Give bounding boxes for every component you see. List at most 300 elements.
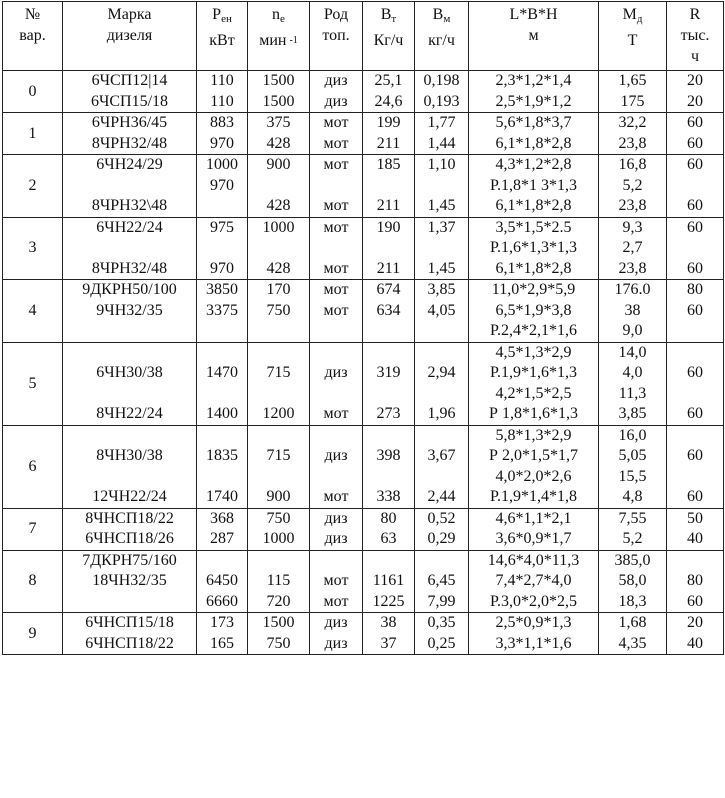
model-cell [63, 613, 197, 655]
cell-line: 3,3*1,1*1,6 [495, 634, 572, 652]
cell-line [363, 467, 414, 488]
cell-line: 428 [266, 134, 291, 152]
model-cell [63, 425, 197, 508]
cell-line: 5,2 [622, 176, 643, 194]
model-cell [63, 508, 197, 550]
cell-line: 2,5*1,9*1,2 [495, 92, 572, 110]
cell-line: 60 [687, 134, 703, 152]
cell-line: 9,3 [622, 218, 643, 236]
cell-line [248, 426, 309, 447]
dimensions-cell [469, 425, 599, 508]
cell-line: 1,10 [427, 156, 456, 173]
cell-line [667, 426, 723, 447]
cell-line: 37 [380, 634, 397, 652]
cell-line: 60 [687, 114, 703, 131]
cell-line: 715 [266, 364, 291, 381]
cell-line: 185 [376, 156, 401, 173]
cell-line [667, 467, 723, 488]
header-symbol: P [212, 6, 222, 23]
table-row [3, 155, 724, 218]
cell-line: 24,6 [374, 92, 403, 110]
fuel-cell [310, 113, 363, 155]
cell-line: 6ЧНСП18/26 [85, 530, 174, 547]
cell-line: 5,2 [622, 530, 643, 547]
dimensions-cell [469, 280, 599, 343]
power-cell [197, 508, 248, 550]
cell-line: 80 [687, 572, 703, 589]
cell-line [667, 551, 723, 572]
power-cell [197, 217, 248, 280]
cell-line: Р.3,0*2,0*2,5 [490, 592, 577, 610]
cell-line: 20 [687, 614, 703, 631]
cell-line: 38 [380, 614, 397, 631]
header-subscript: м [443, 13, 451, 25]
cell-line: 9ДКРН50/100 [82, 281, 177, 298]
mass-cell [599, 342, 667, 425]
cell-line: 715 [266, 447, 291, 464]
cell-line: 0,35 [427, 614, 456, 631]
cell-line: мот [323, 134, 349, 152]
cell-line [363, 238, 414, 259]
fuel-cell [310, 342, 363, 425]
power-cell [197, 425, 248, 508]
cell-line: 14,6*4,0*11,3 [487, 551, 580, 569]
cell-line: 6ЧН22/24 [96, 218, 163, 236]
cell-line: 199 [376, 114, 401, 131]
cell-line: 5,8*1,3*2,9 [495, 426, 572, 444]
cell-line: 170 [266, 281, 291, 298]
cell-line: 6ЧСП15/18 [90, 92, 169, 110]
resource-cell [667, 508, 724, 550]
cell-line: Р.2,4*2,1*1,6 [490, 322, 577, 339]
cell-line: 12ЧН22/24 [92, 488, 167, 505]
resource-cell [667, 550, 724, 613]
cell-line [197, 196, 247, 217]
header-subscript: д [636, 13, 643, 25]
speed-cell [248, 217, 310, 280]
cell-line: 23,8 [618, 197, 647, 214]
speed-cell [248, 280, 310, 343]
table-body [3, 71, 724, 655]
cell-line: 211 [376, 259, 401, 277]
cell-line: мот [323, 572, 349, 589]
cell-line [248, 343, 309, 364]
cell-line: 211 [376, 134, 401, 152]
cell-line [363, 176, 414, 197]
cell-line: 970 [210, 134, 234, 152]
header-row [3, 2, 724, 71]
cell-line: 60 [687, 364, 703, 381]
cell-line: мот [323, 592, 349, 610]
cell-line: 385,0 [614, 551, 651, 569]
power-cell [197, 613, 248, 655]
cell-line: диз [324, 364, 348, 381]
col-header-variant [3, 2, 63, 71]
cell-line: 6ЧНСП18/22 [85, 634, 174, 652]
cell-line: 6ЧСП12|14 [91, 72, 168, 89]
cell-line: 0,198 [423, 72, 460, 89]
cell-line [667, 343, 723, 364]
cell-line: 2,94 [427, 364, 456, 381]
cell-line [310, 551, 362, 572]
cell-line: 1,45 [427, 259, 456, 277]
fuel-cell [310, 550, 363, 613]
table-row [3, 113, 724, 155]
variant-number-cell: 1 [3, 113, 63, 155]
cell-line: 60 [687, 156, 703, 173]
cell-line [667, 176, 723, 197]
cell-line: 3,6*0,9*1,7 [495, 530, 572, 547]
variant-number-cell: 7 [3, 508, 63, 550]
cell-line: мот [323, 281, 349, 298]
cell-line: 11,0*2,9*5,9 [491, 281, 576, 298]
fuel-consumption-cell [363, 613, 415, 655]
speed-cell [248, 550, 310, 613]
cell-line: мот [323, 197, 349, 214]
oil-consumption-cell [415, 425, 469, 508]
cell-line: 750 [266, 301, 291, 319]
header-subscript: e [280, 13, 285, 25]
cell-line: 4,3*1,2*2,8 [495, 156, 572, 173]
cell-line: Р.1,9*1,4*1,8 [490, 488, 577, 505]
cell-line: 3850 [206, 281, 238, 298]
cell-line: 6,1*1,8*2,8 [495, 134, 572, 152]
cell-line [197, 551, 247, 572]
cell-line: диз [324, 614, 348, 631]
cell-line: 720 [266, 592, 291, 610]
cell-line [310, 321, 362, 342]
dimensions-cell [469, 342, 599, 425]
resource-cell [667, 280, 724, 343]
cell-line: 58,0 [618, 572, 647, 589]
cell-line: 4,05 [427, 301, 456, 319]
cell-line [248, 384, 309, 405]
cell-line: 38 [624, 301, 641, 319]
cell-line: 50 [687, 509, 703, 527]
cell-line: 338 [376, 488, 401, 505]
cell-line: диз [324, 72, 348, 89]
cell-line: 60 [687, 405, 703, 422]
cell-line: 1500 [262, 72, 295, 89]
cell-line: 1000 [262, 218, 295, 236]
cell-line: 18ЧН32/35 [92, 572, 167, 589]
cell-line [197, 467, 247, 488]
cell-line: 2,5*0,9*1,3 [495, 614, 572, 631]
variant-number-cell: 9 [3, 613, 63, 655]
cell-line: 16,8 [618, 156, 647, 173]
resource-cell [667, 425, 724, 508]
cell-line: 14,0 [618, 343, 647, 361]
cell-line: 5,05 [618, 447, 647, 464]
cell-line: 273 [376, 405, 401, 422]
cell-line: 2,7 [622, 239, 643, 256]
fuel-cell [310, 155, 363, 218]
cell-line: 1161 [372, 572, 405, 589]
dimensions-cell [469, 508, 599, 550]
table-row [3, 217, 724, 280]
cell-line: 1000 [206, 156, 238, 173]
cell-line: 1,77 [427, 114, 456, 131]
cell-line [310, 238, 362, 259]
cell-line: мот [323, 301, 349, 319]
cell-line [667, 321, 723, 342]
col-header-resource [667, 2, 724, 71]
cell-line: 60 [687, 592, 703, 610]
cell-line: 40 [687, 530, 703, 547]
fuel-consumption-cell [363, 508, 415, 550]
col-header-model [63, 2, 197, 71]
variant-number-cell: 8 [3, 550, 63, 613]
cell-line: 23,8 [618, 259, 647, 277]
speed-cell [248, 508, 310, 550]
mass-cell [599, 280, 667, 343]
cell-line [197, 384, 247, 405]
header-text: Род [323, 6, 349, 23]
variant-number-cell: 6 [3, 425, 63, 508]
model-cell [63, 113, 197, 155]
header-unit: Т [627, 32, 638, 49]
power-cell [197, 113, 248, 155]
cell-line: 4,8 [622, 488, 643, 505]
header-text: R [689, 6, 701, 23]
oil-consumption-cell [415, 342, 469, 425]
col-header-power [197, 2, 248, 71]
cell-line: мот [323, 259, 349, 277]
resource-cell [667, 155, 724, 218]
cell-line [197, 343, 247, 364]
cell-line: 1,65 [618, 72, 647, 89]
cell-line [667, 238, 723, 259]
table-row [3, 508, 724, 550]
cell-line: 1500 [262, 92, 295, 110]
cell-line: 4,6*1,1*2,1 [495, 509, 572, 527]
cell-line: диз [324, 92, 348, 110]
cell-line: диз [324, 447, 348, 464]
resource-cell [667, 113, 724, 155]
header-symbol: M [622, 6, 637, 23]
table-row [3, 280, 724, 343]
variant-number-cell: 5 [3, 342, 63, 425]
cell-line [363, 551, 414, 572]
cell-line: 287 [210, 530, 234, 547]
cell-line [415, 321, 468, 342]
cell-line: 40 [687, 634, 703, 652]
cell-line: 4,0 [622, 364, 643, 381]
cell-line: 7ДКРН75/160 [82, 551, 177, 569]
cell-line: 0,29 [427, 530, 456, 547]
cell-line [63, 343, 196, 364]
cell-line [310, 176, 362, 197]
cell-line: 1200 [262, 405, 295, 422]
cell-line: мот [323, 218, 349, 236]
cell-line: 4,5*1,3*2,9 [495, 343, 572, 361]
cell-line [415, 426, 468, 447]
cell-line: 1,44 [427, 134, 456, 152]
cell-line [415, 384, 468, 405]
fuel-consumption-cell [363, 71, 415, 113]
variant-number-cell: 3 [3, 217, 63, 280]
cell-line: мот [323, 156, 349, 173]
cell-line [363, 321, 414, 342]
cell-line: 6,1*1,8*2,8 [495, 259, 572, 277]
cell-line: 375 [266, 114, 291, 131]
model-cell [63, 71, 197, 113]
header-unit: мин [259, 32, 287, 49]
header-text: м [528, 27, 539, 44]
cell-line: 4,2*1,5*2,5 [495, 384, 572, 402]
header-text: тыс. [680, 27, 710, 44]
cell-line [248, 238, 309, 259]
cell-line: 1000 [262, 530, 295, 547]
cell-line: 428 [266, 197, 291, 214]
table-row [3, 550, 724, 613]
col-header-fuel-consumption [363, 2, 415, 71]
cell-line: 6ЧН30/38 [96, 364, 163, 381]
table-row [3, 613, 724, 655]
cell-line: 8ЧРН32/48 [91, 134, 168, 152]
dimensions-cell [469, 613, 599, 655]
header-text: № [24, 6, 41, 23]
mass-cell [599, 71, 667, 113]
speed-cell [248, 113, 310, 155]
dimensions-cell [469, 155, 599, 218]
cell-line: 0,25 [427, 634, 456, 652]
cell-line: 2,44 [427, 488, 456, 505]
header-symbol: B [380, 6, 392, 23]
cell-line: 7,99 [427, 592, 456, 610]
header-text: L*B*H [509, 6, 558, 23]
col-header-mass [599, 2, 667, 71]
cell-line: 5,6*1,8*3,7 [495, 114, 572, 131]
cell-line: мот [323, 488, 349, 505]
cell-line: 6ЧРН36/45 [91, 114, 168, 131]
cell-line: 4,0*2,0*2,6 [495, 467, 572, 485]
resource-cell [667, 342, 724, 425]
table-row [3, 342, 724, 425]
table-row [3, 71, 724, 113]
fuel-cell [310, 217, 363, 280]
cell-line [415, 176, 468, 197]
cell-line: 970 [210, 259, 234, 277]
cell-line [63, 467, 196, 488]
cell-line: 750 [266, 634, 291, 652]
cell-line: Р.1,6*1,3*1,3 [490, 239, 577, 256]
cell-line: 3,5*1,5*2.5 [495, 218, 572, 236]
fuel-consumption-cell [363, 425, 415, 508]
fuel-consumption-cell [363, 113, 415, 155]
cell-line: 20 [687, 92, 703, 110]
cell-line: 1740 [206, 488, 238, 505]
header-text: Марка [107, 6, 152, 23]
cell-line: 6ЧНСП15/18 [85, 614, 174, 631]
col-header-fuel [310, 2, 363, 71]
mass-cell [599, 550, 667, 613]
resource-cell [667, 613, 724, 655]
cell-line: 1,68 [618, 614, 647, 631]
fuel-cell [310, 280, 363, 343]
variant-number-cell: 4 [3, 280, 63, 343]
header-unit: кг/ч [428, 32, 455, 49]
oil-consumption-cell [415, 113, 469, 155]
mass-cell [599, 217, 667, 280]
diesel-variants-table [2, 1, 724, 655]
cell-line [197, 238, 247, 259]
fuel-cell [310, 71, 363, 113]
header-subscript: т [391, 13, 397, 25]
cell-line [310, 343, 362, 364]
speed-cell [248, 342, 310, 425]
header-subscript: ен [221, 13, 232, 25]
header-text: вар. [19, 27, 46, 44]
model-cell [63, 550, 197, 613]
cell-line [667, 384, 723, 405]
fuel-consumption-cell [363, 550, 415, 613]
header-text: ч [690, 48, 700, 65]
cell-line: 25,1 [374, 72, 403, 89]
resource-cell [667, 217, 724, 280]
model-cell [63, 155, 197, 218]
cell-line [63, 321, 196, 342]
cell-line: 428 [266, 259, 291, 277]
oil-consumption-cell [415, 71, 469, 113]
fuel-consumption-cell [363, 342, 415, 425]
cell-line: 11,3 [618, 384, 647, 402]
cell-line: 1470 [206, 364, 238, 381]
cell-line: 20 [687, 72, 703, 89]
cell-line [363, 384, 414, 405]
dimensions-cell [469, 113, 599, 155]
cell-line: 1500 [262, 614, 295, 631]
dimensions-cell [469, 71, 599, 113]
cell-line: 975 [210, 218, 234, 236]
cell-line [197, 321, 247, 342]
cell-line [415, 238, 468, 259]
cell-line: 80 [687, 281, 703, 298]
cell-line: Р 1,8*1,6*1,3 [489, 405, 578, 422]
cell-line [363, 343, 414, 364]
cell-line: 8ЧРН32/48 [91, 259, 168, 277]
power-cell [197, 280, 248, 343]
cell-line: 6450 [206, 572, 238, 589]
cell-line: 6,5*1,9*3,8 [495, 301, 572, 319]
cell-line: 3,85 [618, 405, 647, 422]
cell-line: 634 [376, 301, 401, 319]
table-row [3, 425, 724, 508]
header-unit: Кг/ч [373, 32, 404, 49]
cell-line [363, 426, 414, 447]
cell-line: 2,3*1,2*1,4 [495, 72, 572, 89]
cell-line: 60 [687, 447, 703, 464]
power-cell [197, 550, 248, 613]
dimensions-cell [469, 217, 599, 280]
cell-line: 23,8 [618, 134, 647, 152]
speed-cell [248, 155, 310, 218]
cell-line: 9ЧН32/35 [96, 301, 163, 319]
cell-line: 60 [687, 218, 703, 236]
cell-line: 750 [266, 509, 291, 527]
oil-consumption-cell [415, 155, 469, 218]
cell-line: диз [324, 530, 348, 547]
cell-line: 398 [376, 447, 401, 464]
cell-line: 175 [620, 92, 645, 110]
cell-line: 883 [210, 114, 234, 131]
oil-consumption-cell [415, 550, 469, 613]
variant-number-cell: 2 [3, 155, 63, 218]
cell-line: Р.1,9*1,6*1,3 [490, 364, 577, 381]
cell-line: 3375 [206, 301, 238, 319]
cell-line: 3,85 [427, 281, 456, 298]
cell-line: 970 [210, 176, 234, 194]
